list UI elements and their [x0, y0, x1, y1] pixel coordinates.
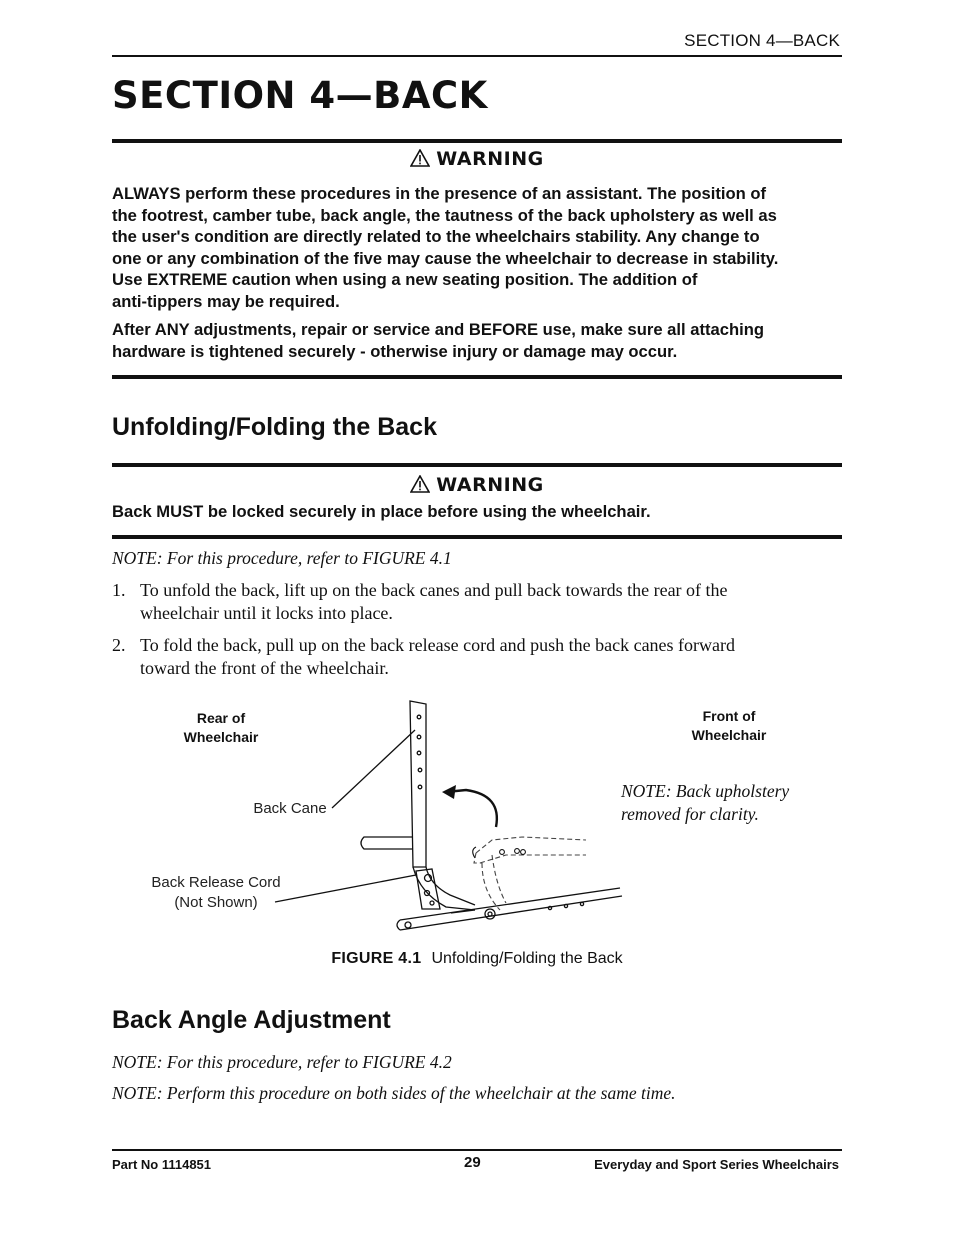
- warning-label: WARNING: [436, 148, 544, 170]
- warning-line: ALWAYS perform these procedures in the presence of an assistant. The position of: [112, 184, 767, 203]
- release-cord-leader: [275, 875, 416, 902]
- running-head: SECTION 4—BACK: [684, 31, 840, 50]
- note-line: NOTE: Back upholstery: [621, 781, 790, 801]
- warning2-top-rule: [112, 463, 842, 467]
- folded-cane-dashed: [480, 855, 586, 863]
- step-line: wheelchair until it locks into place.: [140, 603, 393, 623]
- folded-bolt: [515, 849, 520, 854]
- cane-hole: [418, 785, 422, 789]
- both-sides-note: NOTE: Perform this procedure on both sides of the wheelchair at the same time.: [112, 1083, 676, 1103]
- rail-bolt: [405, 922, 411, 928]
- warning-line: hardware is tightened securely - otherwise injury or damage may occur.: [112, 341, 678, 361]
- warning-line: Use EXTREME caution when using a new seating position. The addition of: [112, 270, 698, 290]
- upholstery-note: [621, 780, 789, 826]
- label-line: Wheelchair: [691, 727, 767, 743]
- back-angle-heading: Back Angle Adjustment: [112, 1006, 391, 1034]
- step-number: 2.: [112, 635, 126, 655]
- folded-cane-dashed: [476, 837, 586, 853]
- folded-cane-end: [474, 853, 482, 863]
- warning-line: the footrest, camber tube, back angle, the tautness of the back upholstery as well as: [112, 205, 777, 225]
- label-line: (Not Shown): [174, 894, 258, 911]
- warning-bottom-rule: [112, 375, 842, 379]
- label-line: Wheelchair: [183, 729, 259, 745]
- label-line: Front of: [702, 708, 756, 724]
- folded-bolt: [500, 850, 505, 855]
- document-title: Everyday and Sport Series Wheelchairs: [594, 1157, 839, 1172]
- step-line: To unfold the back, lift up on the back canes and pull back towards the rear of the: [140, 580, 728, 600]
- warning-triangle-icon: [410, 149, 430, 167]
- pivot-bolt-center: [488, 912, 492, 916]
- warning-triangle-icon: [410, 475, 430, 493]
- header-rule: [112, 55, 842, 57]
- rear-of-wheelchair-label: [160, 709, 282, 747]
- page-number: 29: [464, 1154, 481, 1171]
- warning-line: anti-tippers may be required.: [112, 291, 340, 311]
- fold-arrow-head: [442, 785, 456, 799]
- front-of-wheelchair-label: [668, 707, 790, 745]
- cane-hole: [418, 768, 422, 772]
- warning-line: one or any combination of the five may cause the wheelchair to decrease in stability.: [112, 248, 779, 268]
- warning-heading: [112, 148, 842, 170]
- figure-note: NOTE: For this procedure, refer to FIGURE 4.1: [112, 548, 452, 568]
- warning-line: After ANY adjustments, repair or service and BEFORE use, make sure all attaching: [112, 320, 764, 339]
- figure-note: NOTE: For this procedure, refer to FIGURE 4.2: [112, 1052, 452, 1072]
- seat-tube: [361, 837, 413, 849]
- back-cane-leader: [332, 730, 415, 808]
- cane-hole: [417, 735, 421, 739]
- folded-bracket-dashed: [492, 855, 506, 903]
- cane-hole: [417, 751, 421, 755]
- label-line: Back Release Cord: [151, 874, 281, 891]
- footer-rule: [112, 1149, 842, 1151]
- warning2-heading: [112, 474, 842, 496]
- back-fold-diagram: [270, 695, 630, 940]
- folded-bracket-dashed: [482, 863, 500, 910]
- back-cane-label: Back Cane: [253, 800, 327, 817]
- frame-rail-end: [397, 920, 400, 930]
- part-number: Part No 1114851: [112, 1157, 212, 1172]
- note-line: removed for clarity.: [621, 804, 759, 824]
- lower-bracket: [413, 867, 475, 910]
- hinge-bolt: [430, 901, 434, 905]
- label-line: Rear of: [196, 710, 246, 726]
- warning-top-rule: [112, 139, 842, 143]
- rail-hole: [580, 902, 583, 905]
- folded-bolt: [521, 850, 526, 855]
- rail-hole: [564, 904, 567, 907]
- step-line: toward the front of the wheelchair.: [140, 658, 389, 678]
- warning2-label: WARNING: [436, 474, 544, 496]
- section-title: SECTION 4—BACK: [112, 74, 488, 117]
- figure-title: Unfolding/Folding the Back: [431, 950, 623, 967]
- cane-hole: [417, 715, 421, 719]
- warning2-bottom-rule: [112, 535, 842, 539]
- step-number: 1.: [112, 580, 126, 600]
- unfolding-heading: Unfolding/Folding the Back: [112, 413, 437, 441]
- warning-paragraph-1: [112, 183, 844, 313]
- step-line: To fold the back, pull up on the back release cord and push the back canes forward: [140, 635, 736, 655]
- warning-line: the user's condition are directly related to the wheelchairs stability. Any change to: [112, 227, 760, 247]
- pivot-bolt: [485, 909, 495, 919]
- figure-number: FIGURE 4.1: [331, 950, 422, 967]
- warning2-text: Back MUST be locked securely in place before using the wheelchair.: [112, 502, 651, 521]
- back-cane: [410, 701, 426, 867]
- figure-caption: [112, 950, 842, 968]
- warning-paragraph-2: [112, 319, 844, 362]
- rail-hole: [548, 906, 551, 909]
